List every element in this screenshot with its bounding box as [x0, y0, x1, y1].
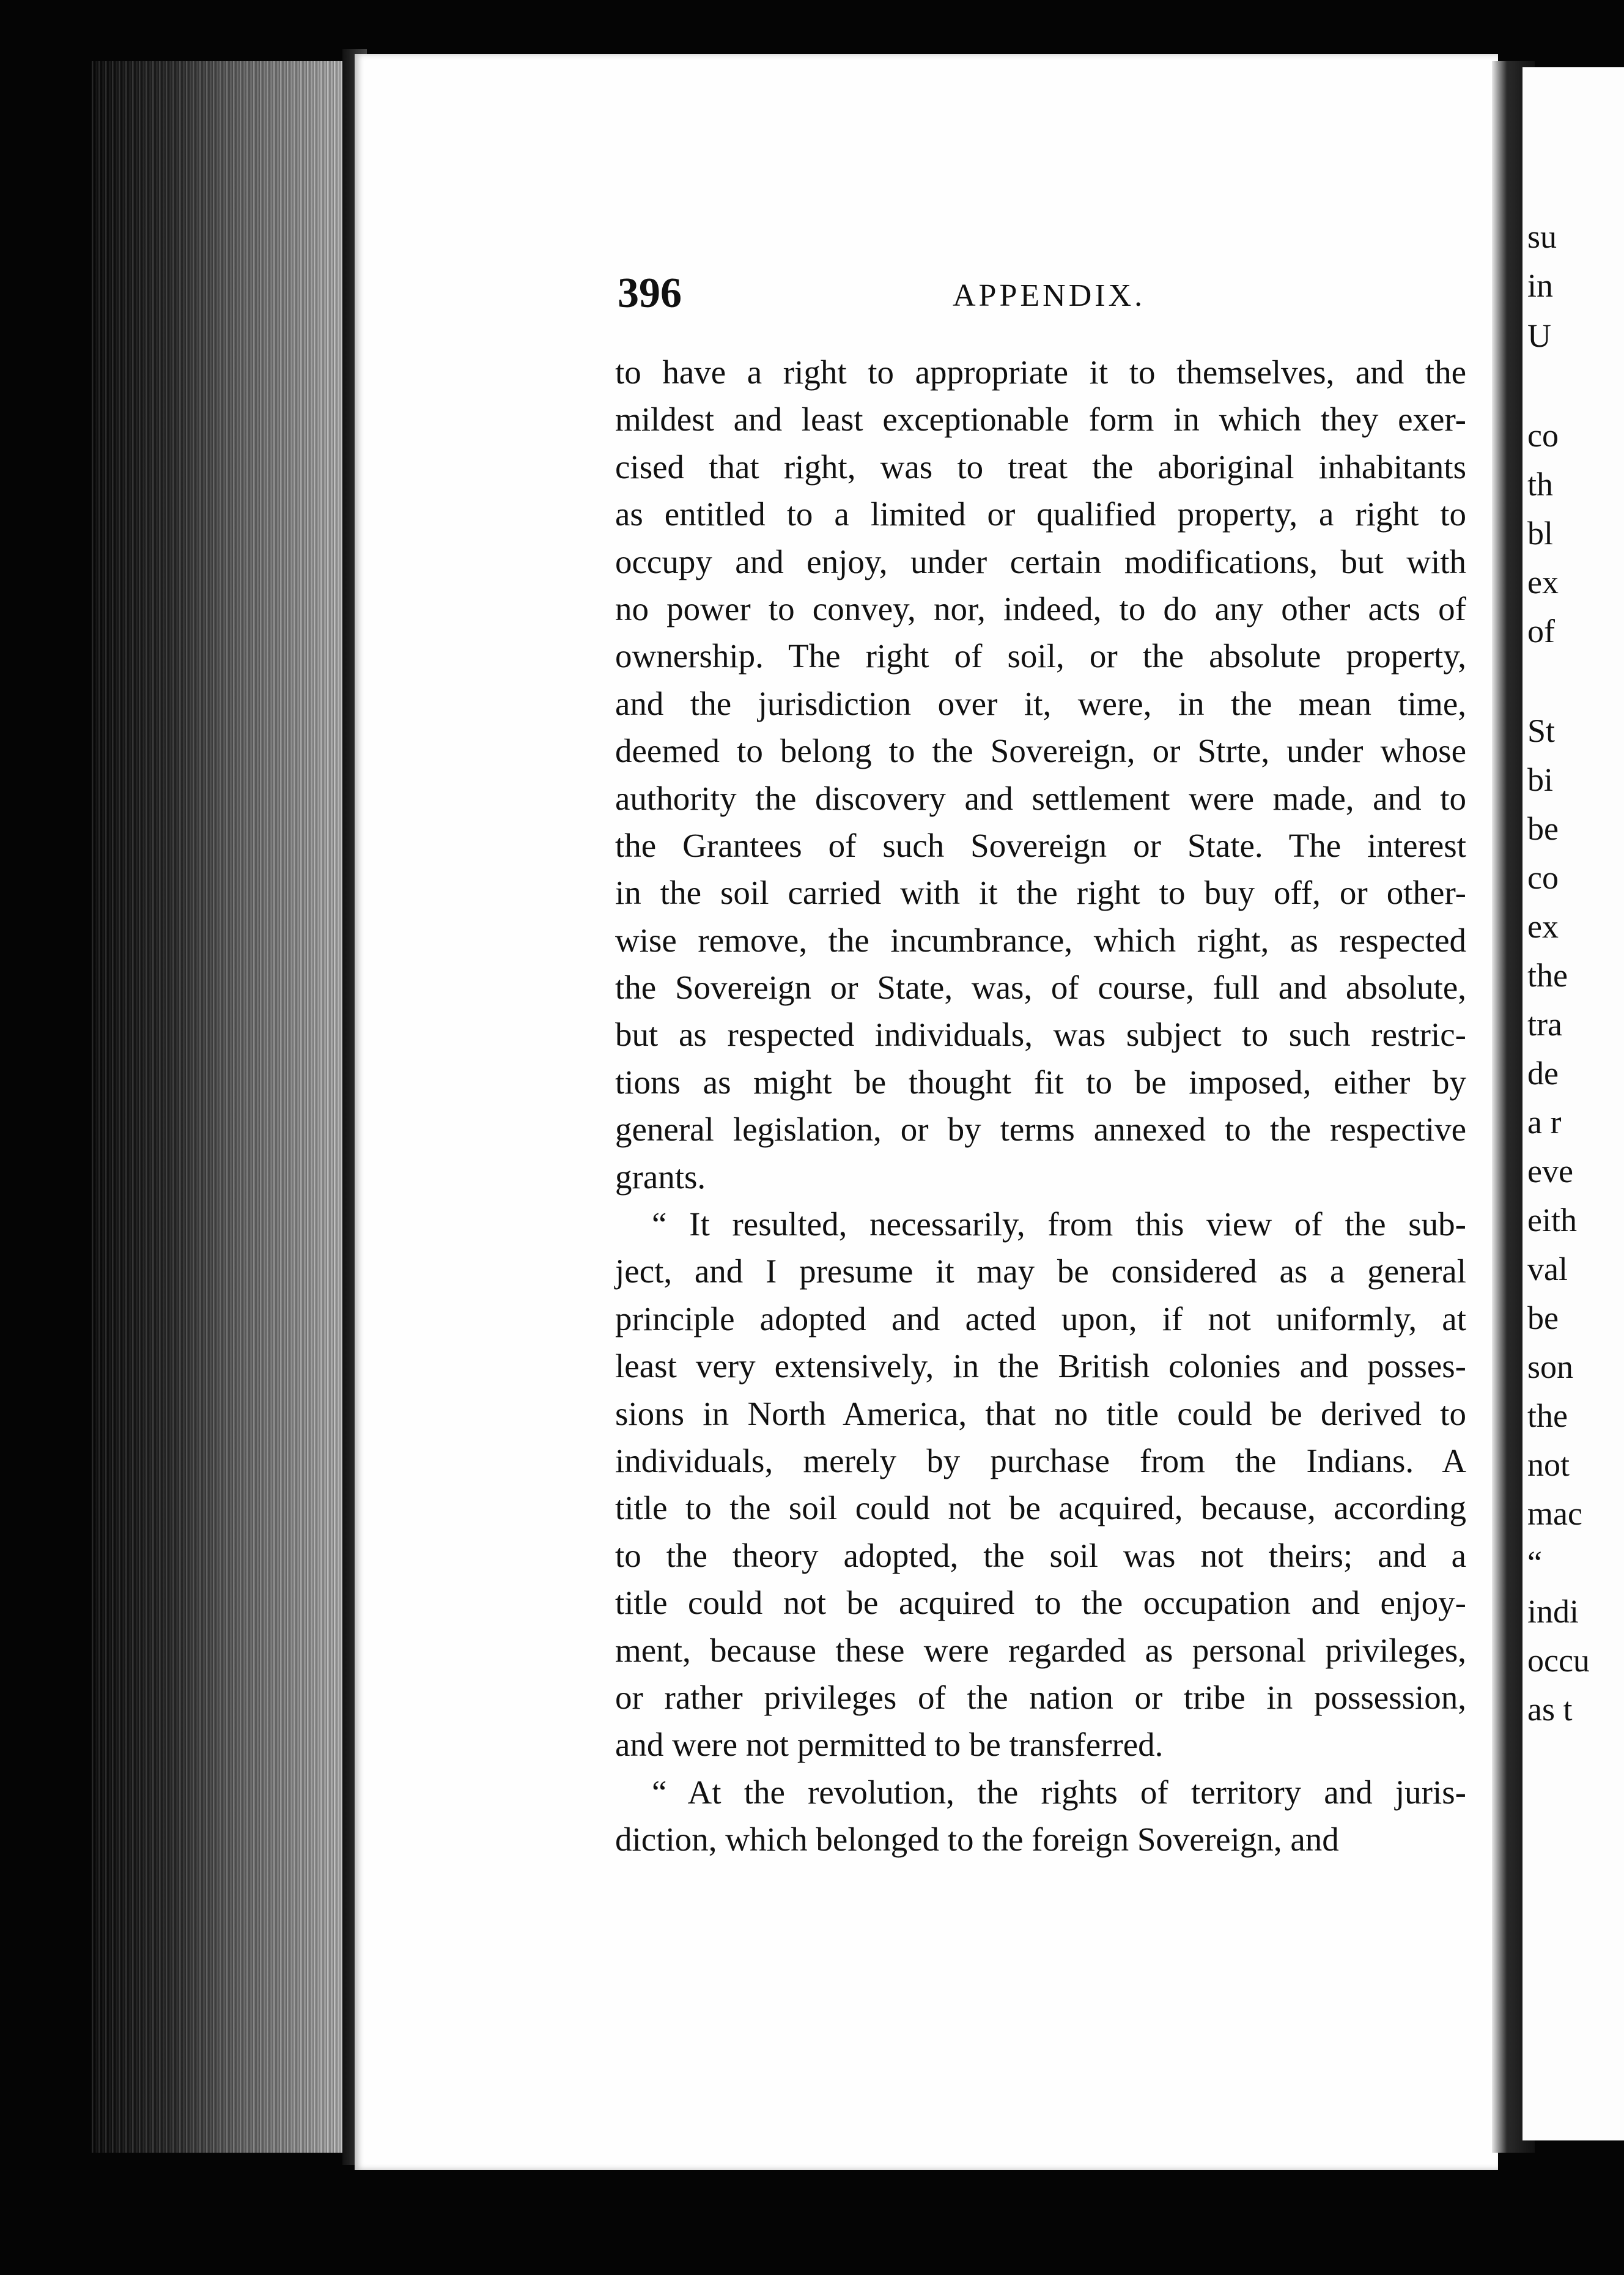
text-line: but as respected individuals, was subject to such restric- [615, 1016, 1466, 1054]
text-line: ject, and I presume it may be considered as a general [615, 1252, 1466, 1290]
text-line: “ It resulted, necessarily, from this view of the sub- [652, 1205, 1466, 1243]
facing-page-text: in [1527, 267, 1554, 304]
text-line: occupy and enjoy, under certain modifications, but with [615, 542, 1466, 580]
facing-page-text: th [1527, 466, 1554, 503]
page-edges-left [92, 61, 361, 2153]
facing-page-text: bl [1527, 515, 1554, 552]
body-text [615, 349, 1466, 1863]
text-line: ownership. The right of soil, or the absolute property, [615, 637, 1466, 675]
facing-page-text: tra [1527, 1006, 1562, 1043]
facing-page-text: “ [1527, 1544, 1542, 1581]
text-line: individuals, merely by purchase from the Indians. A [615, 1441, 1466, 1479]
text-line: wise remove, the incumbrance, which right, as respected [615, 921, 1466, 959]
facing-page-text: eith [1527, 1202, 1577, 1238]
facing-page-text: son [1527, 1348, 1574, 1385]
text-line: diction, which belonged to the foreign Sovereign, and [615, 1821, 1339, 1859]
facing-page-text: be [1527, 1300, 1559, 1336]
text-line: “ At the revolution, the rights of territory and juris- [652, 1773, 1466, 1811]
text-line: title to the soil could not be acquired, because, according [615, 1489, 1466, 1527]
text-line: tions as might be thought fit to be imposed, either by [615, 1063, 1466, 1101]
text-line: title could not be acquired to the occupation and enjoy- [615, 1584, 1466, 1622]
facing-page-fragment [1523, 67, 1624, 2140]
facing-page-text: as t [1527, 1691, 1573, 1728]
facing-page-text: val [1527, 1251, 1568, 1287]
facing-page-text: of [1527, 613, 1555, 649]
text-line: authority the discovery and settlement were made, and to [615, 779, 1466, 817]
text-line: ment, because these were regarded as personal privileges, [615, 1631, 1466, 1669]
text-line: and were not permitted to be transferred. [615, 1726, 1164, 1764]
facing-page-text: co [1527, 859, 1559, 896]
facing-page-text: eve [1527, 1153, 1573, 1189]
text-line: sions in North America, that no title could be derived to [615, 1394, 1466, 1432]
text-line: cised that right, was to treat the aboriginal inhabitants [615, 448, 1466, 486]
running-head [618, 269, 1471, 324]
facing-page-text: the [1527, 1397, 1568, 1434]
text-line: in the soil carried with it the right to buy off, or other- [615, 874, 1466, 912]
facing-page-text: ex [1527, 564, 1559, 601]
text-line: or rather privileges of the nation or tribe in possession, [615, 1678, 1466, 1716]
text-line: to have a right to appropriate it to themselves, and the [615, 353, 1466, 391]
facing-page-text: indi [1527, 1593, 1579, 1630]
text-line: principle adopted and acted upon, if not uniformly, at [615, 1300, 1466, 1337]
text-line: no power to convey, nor, indeed, to do any other acts of [615, 590, 1466, 627]
page-number: 396 [618, 270, 682, 317]
text-line: the Sovereign or State, was, of course, full and absolute, [615, 969, 1466, 1007]
facing-page-text: be [1527, 810, 1559, 847]
text-line: the Grantees of such Sovereign or State. The interest [615, 826, 1466, 864]
facing-page-text: ex [1527, 908, 1559, 945]
facing-page-text: bi [1527, 761, 1554, 798]
facing-page-text: de [1527, 1055, 1559, 1092]
facing-page-text: mac [1527, 1495, 1582, 1532]
facing-page-text: the [1527, 957, 1568, 994]
text-line: least very extensively, in the British colonies and posses- [615, 1347, 1466, 1385]
facing-page-text: su [1527, 218, 1557, 255]
facing-page-text: occu [1527, 1642, 1590, 1679]
facing-page-text: not [1527, 1446, 1570, 1483]
text-line: mildest and least exceptionable form in which they exer- [615, 401, 1466, 438]
running-title: APPENDIX. [953, 278, 1146, 313]
facing-page-text: U [1527, 317, 1551, 354]
text-line: as entitled to a limited or qualified property, a right to [615, 495, 1466, 533]
text-line: and the jurisdiction over it, were, in the mean time, [615, 684, 1466, 722]
text-line: grants. [615, 1158, 706, 1196]
facing-page-text: a r [1527, 1104, 1562, 1141]
text-line: general legislation, or by terms annexed to the respective [615, 1111, 1466, 1149]
text-line: deemed to belong to the Sovereign, or Strte, under whose [615, 732, 1466, 770]
facing-page-text: co [1527, 417, 1559, 454]
text-line: to the theory adopted, the soil was not theirs; and a [615, 1536, 1466, 1574]
facing-page-text: St [1527, 712, 1556, 749]
